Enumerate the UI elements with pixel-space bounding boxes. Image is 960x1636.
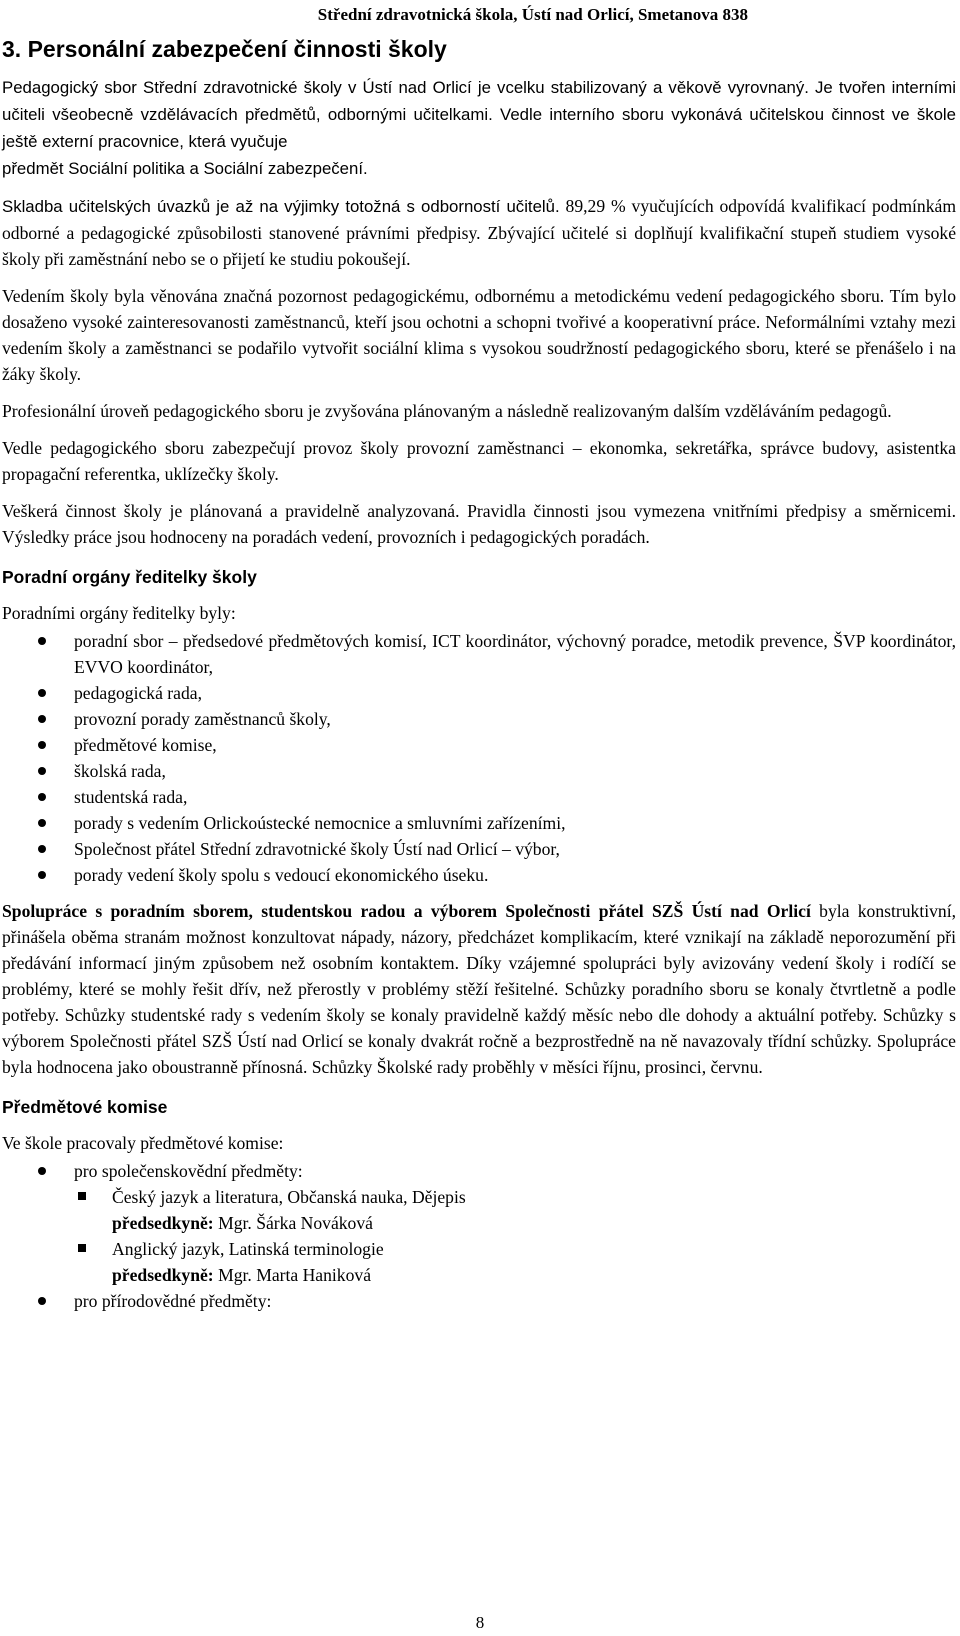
- bullet-icon: [38, 741, 46, 749]
- square-bullet-icon: [78, 1244, 86, 1252]
- committee-chair-label: předsedkyně:: [112, 1265, 214, 1285]
- page-number: 8: [475, 1613, 485, 1632]
- bullet-icon: [38, 715, 46, 723]
- bullet-icon: [38, 1167, 46, 1175]
- paragraph-staff-overview: [2, 74, 956, 182]
- bullet-icon: [38, 871, 46, 879]
- committee-sublist: [74, 1184, 956, 1288]
- list-item-text: pedagogická rada,: [74, 683, 202, 703]
- committee-subjects: Český jazyk a literatura, Občanská nauka, Dějepis: [112, 1187, 466, 1207]
- list-item: [2, 758, 956, 784]
- paragraph-staff-overview-end: předmět Sociální politika a Sociální zabezpečení.: [2, 159, 368, 178]
- bullet-icon: [38, 819, 46, 827]
- committee-chair-name: Mgr. Marta Haniková: [213, 1265, 372, 1285]
- list-item: [2, 680, 956, 706]
- committee-chair-name: Mgr. Šárka Nováková: [213, 1213, 373, 1233]
- committee-chair-label: předsedkyně:: [112, 1213, 214, 1233]
- list-item: [2, 732, 956, 758]
- list-item: [2, 1288, 956, 1314]
- list-item: [2, 810, 956, 836]
- list-item-text: předmětové komise,: [74, 735, 217, 755]
- advisory-heading: Poradní orgány ředitelky školy: [2, 567, 257, 587]
- list-item: [74, 1184, 956, 1236]
- cooperation-text: byla konstruktivní, přinášela oběma stranám možnost konzultovat nápady, názory, předcházet komplikacím, které vznikají na základě neporozumění při předávání informací jiným způsobem než osobním kontaktem. Díky vzájemné spolupráci byly avizovány vedení školy i rodíčí se problémy, které se mohly řešit dřív, než přerostly v problémy stěží řešitelné. Schůzky poradního sboru se konaly čtvrtletně a podle potřeby. Schůzky studentské rady s vedením školy se konaly pravidelně každý měsíc nebo dle dohody a aktuální potřeby. Schůzky s výborem Společnosti přátel SZŠ Ústí nad Orlicí se konaly dvakrát ročně a bezprostředně na ně navazovaly třídní schůzky. Spolupráce byla hodnocena jako oboustranně přínosná. Schůzky Školské rady proběhly v měsíci říjnu, prosinci, červnu.: [2, 901, 956, 1077]
- list-item: [2, 628, 956, 680]
- list-item-text: provozní porady zaměstnanců školy,: [74, 709, 331, 729]
- running-header: Střední zdravotnická škola, Ústí nad Orlicí, Smetanova 838: [317, 5, 748, 24]
- paragraph-operational-staff: Vedle pedagogického sboru zabezpečují provoz školy provozní zaměstnanci – ekonomka, sekretářka, správce budovy, asistentka propagační referentka, uklízečky školy.: [2, 438, 956, 484]
- list-item-text: porady s vedením Orlickoústecké nemocnice a smluvními zařízeními,: [74, 813, 566, 833]
- advisory-list: [2, 628, 956, 888]
- paragraph-management: Vedením školy byla věnována značná pozornost pedagogickému, odbornému a metodickému vedení pedagogického sboru. Tím bylo dosaženo vysoké zainteresovanosti zaměstnanců, kteří jsou ochotni a schopni tvořivé a kooperativní práce. Neformálními vztahy mezi vedením školy a zaměstnanci se podařilo vytvořit sociální klima s vysokou soudržností pedagogického sboru, které se přenášelo i na žáky školy.: [2, 286, 956, 384]
- list-item: [2, 784, 956, 810]
- committee-subjects: Anglický jazyk, Latinská terminologie: [112, 1239, 384, 1259]
- list-item: [2, 706, 956, 732]
- paragraph-planning: Veškerá činnost školy je plánovaná a pravidelně analyzovaná. Pravidla činnosti jsou vymezena vnitřními předpisy a směrnicemi. Výsledky práce jsou hodnoceny na poradách vedení, provozních i pedagogických poradách.: [2, 501, 956, 547]
- square-bullet-icon: [78, 1192, 86, 1200]
- bullet-icon: [38, 845, 46, 853]
- list-item-text: Společnost přátel Střední zdravotnické školy Ústí nad Orlicí – výbor,: [74, 839, 560, 859]
- list-item: [2, 836, 956, 862]
- cooperation-bold-lead: Spolupráce s poradním sborem, studentskou radou a výborem Společnosti přátel SZŠ Ústí nad Orlicí: [2, 901, 811, 921]
- list-item: [2, 1158, 956, 1288]
- committees-list: [2, 1158, 956, 1314]
- committee-group-social: pro společenskovědní předměty:: [74, 1161, 303, 1181]
- committees-heading: Předmětové komise: [2, 1097, 168, 1117]
- list-item: [74, 1236, 956, 1288]
- committees-intro: Ve škole pracovaly předmětové komise:: [2, 1133, 284, 1153]
- paragraph-qualification-rest: 89,29 % vyučujících odpovídá kvalifikací podmínkám odborné a pedagogické způsobilosti stanovené právními předpisy. Zbývající učitelé si doplňují kvalifikační stupeň studiem vysoké školy při zaměstnání nebo se o přijetí ke studiu pokoušejí.: [2, 196, 957, 269]
- bullet-icon: [38, 793, 46, 801]
- list-item-text: studentská rada,: [74, 787, 188, 807]
- committee-group-science: pro přírodovědné předměty:: [74, 1291, 272, 1311]
- paragraph-staff-overview-text: Pedagogický sbor Střední zdravotnické školy v Ústí nad Orlicí je vcelku stabilizovaný a věkově vyrovnaný. Je tvořen interními učiteli všeobecně vzdělávacích předmětů, odbornými učitelkami. Vedle interního sboru vykonává učitelskou činnost ve škole ještě externí pracovnice, která vyučuje: [2, 78, 956, 151]
- paragraph-qualification-start: Skladba učitelských úvazků je až na výjimky totožná s odborností učitelů.: [2, 197, 560, 216]
- bullet-icon: [38, 767, 46, 775]
- advisory-intro: Poradními orgány ředitelky byly:: [2, 603, 236, 623]
- bullet-icon: [38, 1297, 46, 1305]
- section-title: 3. Personální zabezpečení činnosti školy: [2, 36, 447, 62]
- list-item-text: školská rada,: [74, 761, 166, 781]
- bullet-icon: [38, 689, 46, 697]
- bullet-icon: [38, 637, 46, 645]
- list-item-text: porady vedení školy spolu s vedoucí ekonomického úseku.: [74, 865, 489, 885]
- paragraph-qualification: [2, 193, 956, 272]
- paragraph-cooperation: [2, 898, 956, 1080]
- list-item-text: poradní sbor – předsedové předmětových komisí, ICT koordinátor, výchovný poradce, metodik prevence, ŠVP koordinátor, EVVO koordinátor,: [74, 631, 956, 677]
- paragraph-professional-level: Profesionální úroveň pedagogického sboru je zvyšována plánovaným a následně realizovaným dalším vzděláváním pedagogů.: [2, 401, 892, 421]
- list-item: [2, 862, 956, 888]
